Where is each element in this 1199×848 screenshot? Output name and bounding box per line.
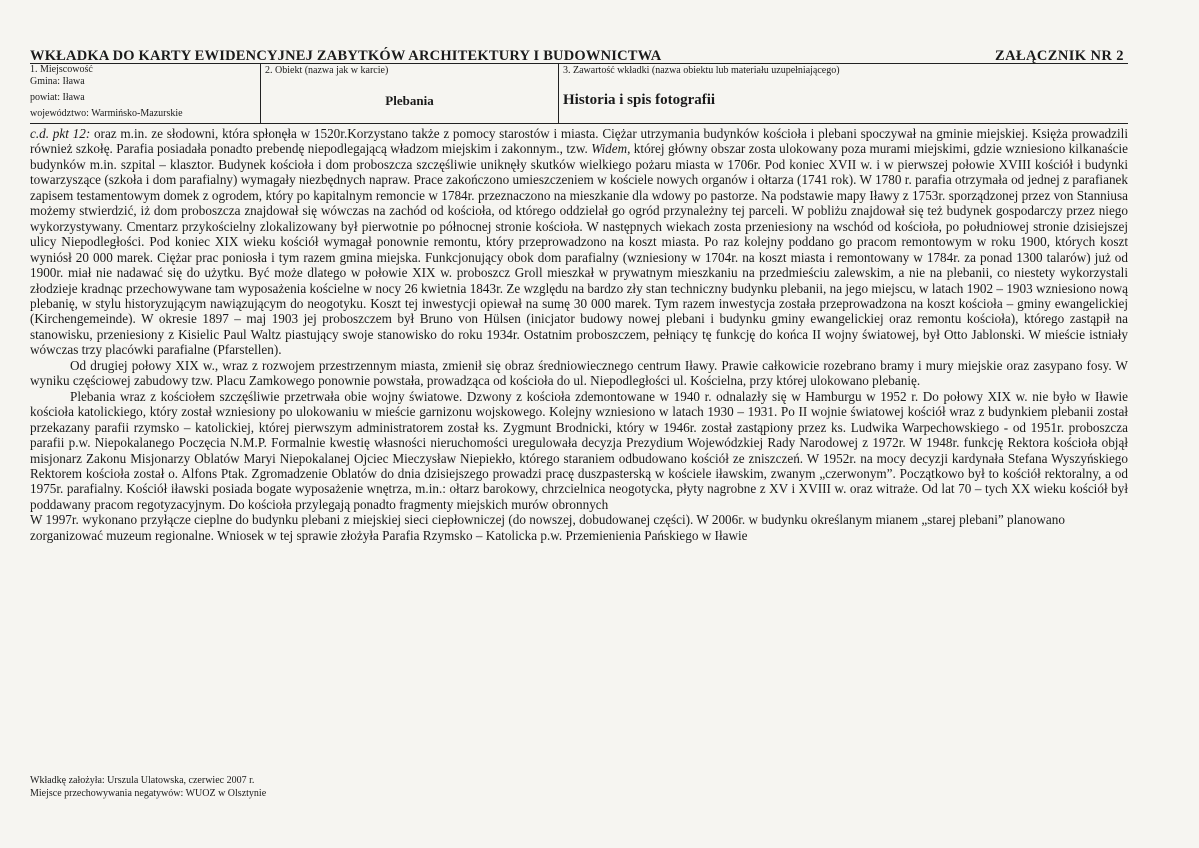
widem-term: Widem [591,141,628,157]
object-cell [260,64,558,123]
continuation-lead: c.d. pkt 12: [30,126,91,141]
history-text [30,126,1128,686]
paragraph-2: Od drugiej połowy XIX w., wraz z rozwojem przestrzennym miasta, zmienił się obraz średniowiecznego centrum Iławy. Prawie całkowicie rozebrano bramy i mury miejskie oraz zasypano fosy. W wyniku częściowej zabudowy tzw. Placu Zamkowego ponownie powstała, prowadząca od kościoła do ul. Niepodległości ul. Kościelna, przy której ulokowano plebanię. [30,357,1128,389]
paragraph-1 [30,126,1128,358]
location-wojewodztwo: województwo: Warmińsko-Mazurskie [30,108,183,119]
location-cell [30,64,260,123]
contents-value: Historia i spis fotografii [563,92,716,108]
object-value: Plebania [385,93,434,108]
contents-cell [558,64,1128,123]
identification-row [30,64,1128,124]
contents-label: 3. Zawartość wkładki (nazwa obiektu lub materiału uzupełniającego) [563,65,840,76]
footer-notes [30,775,266,800]
footer-negatives: Miejsce przechowywania negatywów: WUOZ w Olsztynie [30,787,267,799]
paragraph-1-part-b: , której główny obszar zosta ulokowany poza murami miejskimi, gdzie wzniesiono kilkanaście budynków m.in. szpital – klasztor. Budynek kościoła i dom proboszcza szczęśliwie uniknęły skutków wielkiego pożaru miasta w 1706r. Pod koniec XVII w. i w pierwszej połowie XVIII kościół i budynki towarzyszące (szkoła i dom parafialny) wymagały niezbędnych napraw. Prace zakończono umieszczeniem w kościele nowych organów i ołtarza (1741 rok). W 1780 r. parafia otrzymała od jednej z parafianek zapisem testamentowym domek z ogrodem, który po kapitalnym remoncie w 1784r. przeznaczono na mieszkanie dla wdowy po pastorze. Na podstawie mapy Iławy z 1753r. sporządzonej przez von Stanniusa możemy stwierdzić, iż dom proboszcza znajdował się wówczas na zachód od kościoła, od którego oddzielał go ogród przynależny tej parceli. W pobliżu znajdował się też budynek gospodarczy przez niego wykorzystywany. Cmentarz przykościelny zlokalizowany był pierwotnie po północnej stronie kościoła. W następnych wiekach zosta przeniesiony na wschód od kościoła, po południowej stronie dzisiejszej ulicy Niepodległości. Pod koniec XIX wieku kościół wymagał ponownie remontu, który przeprowadzono na koszt miasta. Po raz kolejny poddano go pracom remontowym w roku 1900, których koszt wyniósł 20 000 marek. Ciężar prac poniosła i tym razem gmina miejska. Funkcjonujący obok dom parafialny (wzniesiony w 1704r. na koszt miasta i remontowany w 1784r. za ponad 1300 talarów) już od 1900r. miał nie nadawać się do użytku. Być może dlatego w połowie XIX w. proboszcz Groll mieszkał w prywatnym mieszkaniu na przedmieściu zalewskim, a nie na plebanii, co niestety wykorzystali złodzieje kradnąc przechowywane tam wyposażenia kościelne w nocy 26 kwietnia 1843r. Ze względu na bardzo zły stan techniczny budynku plebanii, na jego miejscu, w latach 1902 – 1903 wzniesiono nową plebanię, w stylu historyzującym nawiązującym do neogotyku. Koszt tej inwestycji opiewał na sumę 30 000 marek. Tym razem inwestycja została przeprowadzona na koszt kościoła – gminy ewangelickiej (Kirchengemeinde). W okresie 1897 – maj 1903 jej proboszczem był Bruno von Hülsen (inicjator budowy nowej plebani i budynku gminy ewangelickiej oraz remontu kościoła), którego zastąpił na stanowisku, przeniesiony z Kisielic Paul Waltz piastujący swoje stanowisko do roku 1934r. Ostatnim proboszczem, pełniący tę funkcję do końca II wojny światowej, był Otto Jablonski. W mieście istniały wówczas trzy placówki parafialne (Pfarstellen). [30,141,1128,358]
object-label: 2. Obiekt (nazwa jak w karcie) [265,65,389,76]
paragraph-1-part-a: oraz m.in. ze słodowni, która spłonęła w 1520r.Korzystano także z pomocy starostów i miasta. Ciężar utrzymania budynków kościoła i plebani spoczywał na gminie miejskiej. Księża prowadzili również szkołę. Parafia posiadała ponadto prebendę niepodlegającą władzom miejskim i zakonnym., tzw. [30,126,1128,157]
annex-number: ZAŁĄCZNIK NR 2 [995,48,1124,64]
paragraph-3: Plebania wraz z kościołem szczęśliwie przetrwała obie wojny światowe. Dzwony z kościoła zdemontowane w 1940 r. odnalazły się w Hamburgu w 1952 r. Do połowy XIX w. nie było w Iławie kościoła katolickiego, który został wzniesiony po ulokowaniu w mieście garnizonu wojskowego. Kolejny wzniesiono w latach 1930 – 1931. Po II wojnie światowej kościół wraz z budynkiem plebanii został przekazany parafii rzymsko – katolickiej, której pierwszym administratorem został ks. Zygmunt Brodnicki, który w 1946r. został zastąpiony przez ks. Ludwika Warpechowskiego - od 1951r. proboszcza parafii p.w. Niepokalanego Poczęcia N.M.P. Formalnie kwestię własności nieruchomości uregulowała decyzja Prezydium Wojewódzkiej Rady Narodowej z 1972r. W 1948r. funkcję Rektora kościoła objął misjonarz Zakonu Misjonarzy Oblatów Maryi Niepokalanej Ojciec Mieczysław Niepiekło, którego staraniem odbudowano kościół ze zniszczeń. W 1952r. na mocy decyzji kardynała Stefana Wyszyńskiego Rektorem kościoła został o. Alfons Ptak. Zgromadzenie Oblatów do dnia dzisiejszego prowadzi pracę duszpasterską w kościele iławskim, zwanym „czerwonym”. Początkowo był to kościół rektoralny, a od 1975r. parafialny. Kościół iławski posiada bogate wyposażenie wnętrza, m.in.: ołtarz barokowy, chrzcielnica neogotycka, płyty nagrobne z XV i XVIII w. oraz witraże. Od lat 70 – tych XX wieku kościół był poddawany pracom regotyzacyjnym. Do kościoła przylegają ponadto fragmenty miejskich murów obronnych [30,388,1128,512]
form-title: WKŁADKA DO KARTY EWIDENCYJNEJ ZABYTKÓW ARCHITEKTURY I BUDOWNICTWA [30,48,662,64]
location-gmina: Gmina: Iława [30,76,85,87]
paragraph-4: W 1997r. wykonano przyłącze cieplne do budynku plebani z miejskiej sieci ciepłowniczej (do nowszej, dobudowanej części). W 2006r. w budynku określanym mianem „starej plebani” planowano zorganizować muzeum regionalne. Wniosek w tej sprawie złożyła Parafia Rzymsko – Katolicka p.w. Przemienienia Pańskiego w Iławie [30,512,1065,543]
footer-author: Wkładkę założyła: Urszula Ulatowska, czerwiec 2007 r. [30,775,255,786]
location-label: 1. Miejscowość [30,64,93,75]
location-powiat: powiat: Iława [30,92,85,103]
